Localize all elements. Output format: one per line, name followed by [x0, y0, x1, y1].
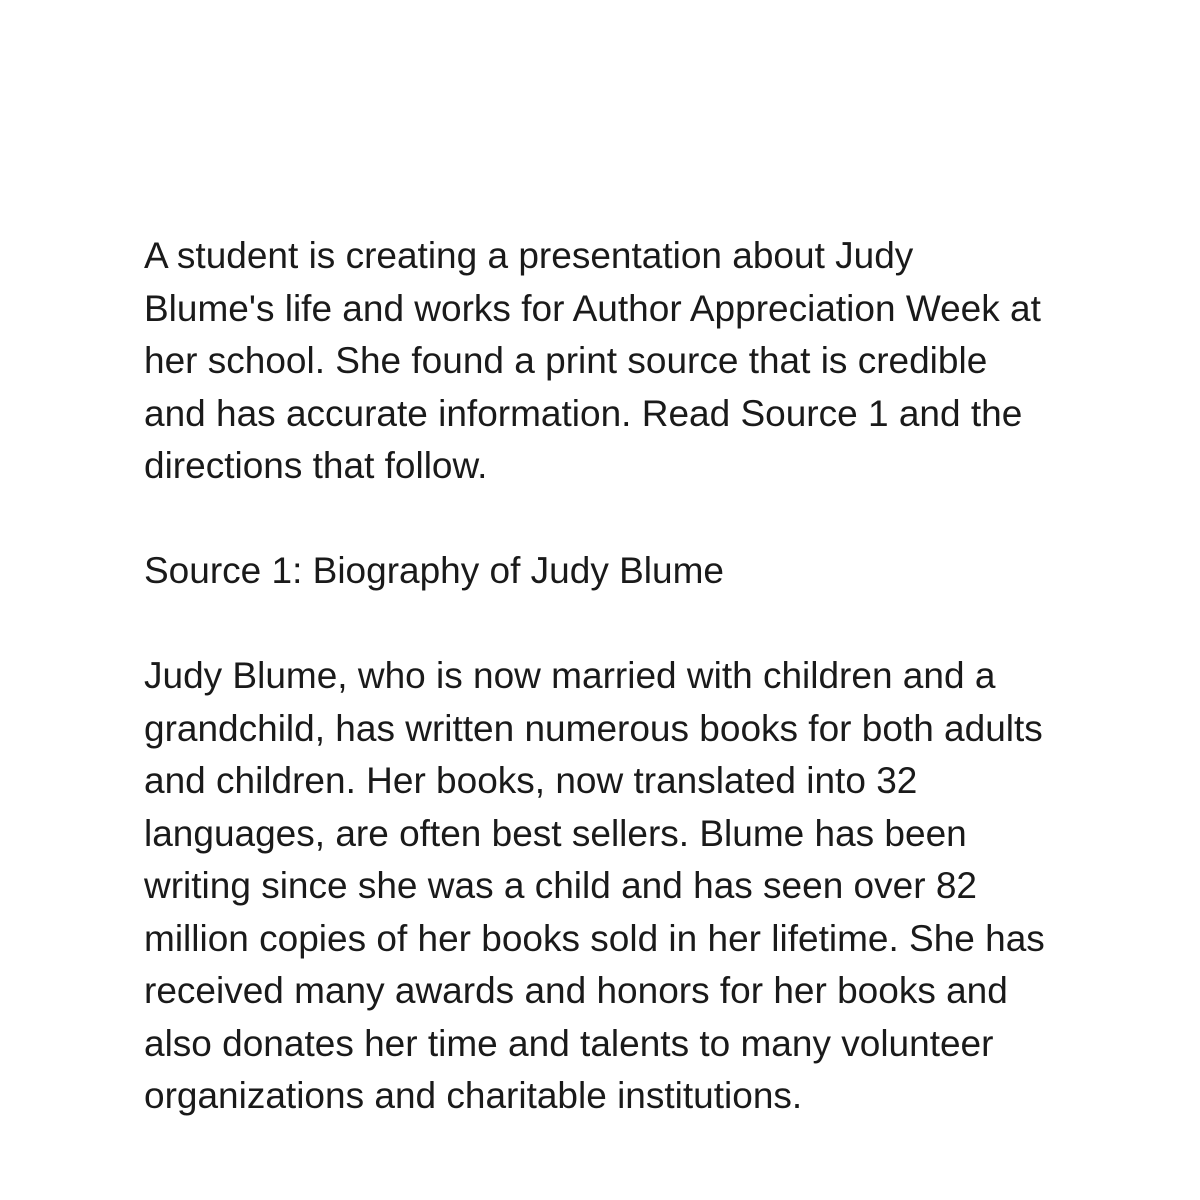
source-line: and children. Her books, now translated into 32: [144, 760, 918, 801]
source-line: languages, are often best sellers. Blume has been: [144, 812, 967, 854]
document-body: [144, 230, 1104, 1123]
source-title-text: Source 1: Biography of Judy Blume: [144, 550, 724, 591]
paragraph-spacer: [144, 598, 1104, 651]
source-paragraph: [144, 650, 1104, 1123]
intro-line: directions that follow.: [144, 445, 488, 486]
source-line: grandchild, has written numerous books for both adults: [144, 707, 1043, 749]
intro-line: Blume's life and works for Author Appreciation Week at: [144, 287, 1041, 329]
intro-paragraph: [144, 230, 1104, 493]
source-line: writing since she was a child and has seen over 82: [144, 865, 977, 906]
source-line: also donates her time and talents to many volunteer: [144, 1022, 994, 1064]
source-line: Judy Blume, who is now married with children and a: [144, 655, 996, 696]
source-line: organizations and charitable institutions.: [144, 1075, 803, 1116]
paragraph-spacer: [144, 493, 1104, 546]
intro-line: A student is creating a presentation about Judy: [144, 235, 914, 276]
source-title: [144, 545, 1104, 598]
intro-line: her school. She found a print source that is credible: [144, 340, 988, 381]
intro-line: and has accurate information. Read Source 1 and the: [144, 392, 1023, 434]
source-line: received many awards and honors for her books and: [144, 970, 1008, 1011]
source-line: million copies of her books sold in her lifetime. She has: [144, 917, 1045, 959]
